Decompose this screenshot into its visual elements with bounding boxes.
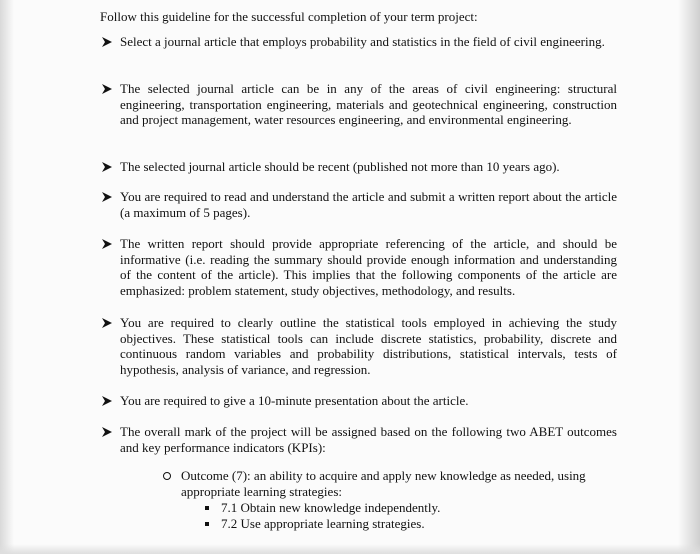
bullet-item-2 — [101, 81, 617, 128]
bullet-text: Select a journal article that employs probability and statistics in the field of civil engineering. — [120, 34, 605, 49]
outcome-text: Outcome (7): an ability to acquire and apply new knowledge as needed, using appropriate learning strategies: — [181, 468, 586, 499]
bullet-text: The selected journal article can be in any of the areas of civil engineering: structural engineering, transportation engineering, materials and geotechnical engineering, construction and project management, water resources engineering, and environmental engineering. — [120, 81, 617, 127]
kpi-text: 7.2 Use appropriate learning strategies. — [221, 516, 425, 531]
arrow-bullet-icon — [101, 191, 113, 203]
arrow-bullet-icon — [101, 317, 113, 329]
outcome-item — [163, 468, 618, 499]
bullet-text: The written report should provide appropriate referencing of the article, and should be informative (i.e. reading the summary should provide enough information and understanding of the content of the article). This implies that the following components of the article are emphasized: problem statement, study objectives, methodology, and results. — [120, 236, 617, 298]
kpi-item-1 — [205, 500, 605, 516]
arrow-bullet-icon — [101, 395, 113, 407]
bullet-item-7 — [101, 393, 617, 409]
bullet-item-6 — [101, 315, 617, 377]
bullet-text: You are required to read and understand the article and submit a written report about the article (a maximum of 5 pages). — [120, 189, 617, 220]
bullet-item-8 — [101, 424, 617, 455]
square-bullet-icon — [205, 522, 209, 526]
arrow-bullet-icon — [101, 238, 113, 250]
kpi-item-2 — [205, 516, 605, 532]
page-edge-shadow-bottom — [0, 544, 700, 554]
bullet-item-3 — [101, 159, 617, 175]
arrow-bullet-icon — [101, 426, 113, 438]
kpi-text: 7.1 Obtain new knowledge independently. — [221, 500, 441, 515]
bullet-item-5 — [101, 236, 617, 298]
circle-bullet-icon — [163, 472, 171, 480]
page-edge-shadow-left — [0, 0, 14, 554]
bullet-text: You are required to give a 10-minute presentation about the article. — [120, 393, 469, 408]
bullet-text: The overall mark of the project will be assigned based on the following two ABET outcomes and key performance indicators (KPIs): — [120, 424, 617, 455]
arrow-bullet-icon — [101, 83, 113, 95]
square-bullet-icon — [205, 506, 209, 510]
intro-heading: Follow this guideline for the successful completion of your term project: — [100, 9, 478, 24]
arrow-bullet-icon — [101, 36, 113, 48]
bullet-text: You are required to clearly outline the statistical tools employed in achieving the study objectives. These statistical tools can include discrete statistics, probability, discrete and continuous random variables and probability distributions, statistical intervals, tests of hypothesis, analysis of variance, and regression. — [120, 315, 617, 377]
bullet-item-1 — [101, 34, 617, 50]
bullet-item-4 — [101, 189, 617, 220]
page-edge-shadow-right — [678, 0, 700, 554]
bullet-text: The selected journal article should be recent (published not more than 10 years ago). — [120, 159, 560, 174]
arrow-bullet-icon — [101, 161, 113, 173]
